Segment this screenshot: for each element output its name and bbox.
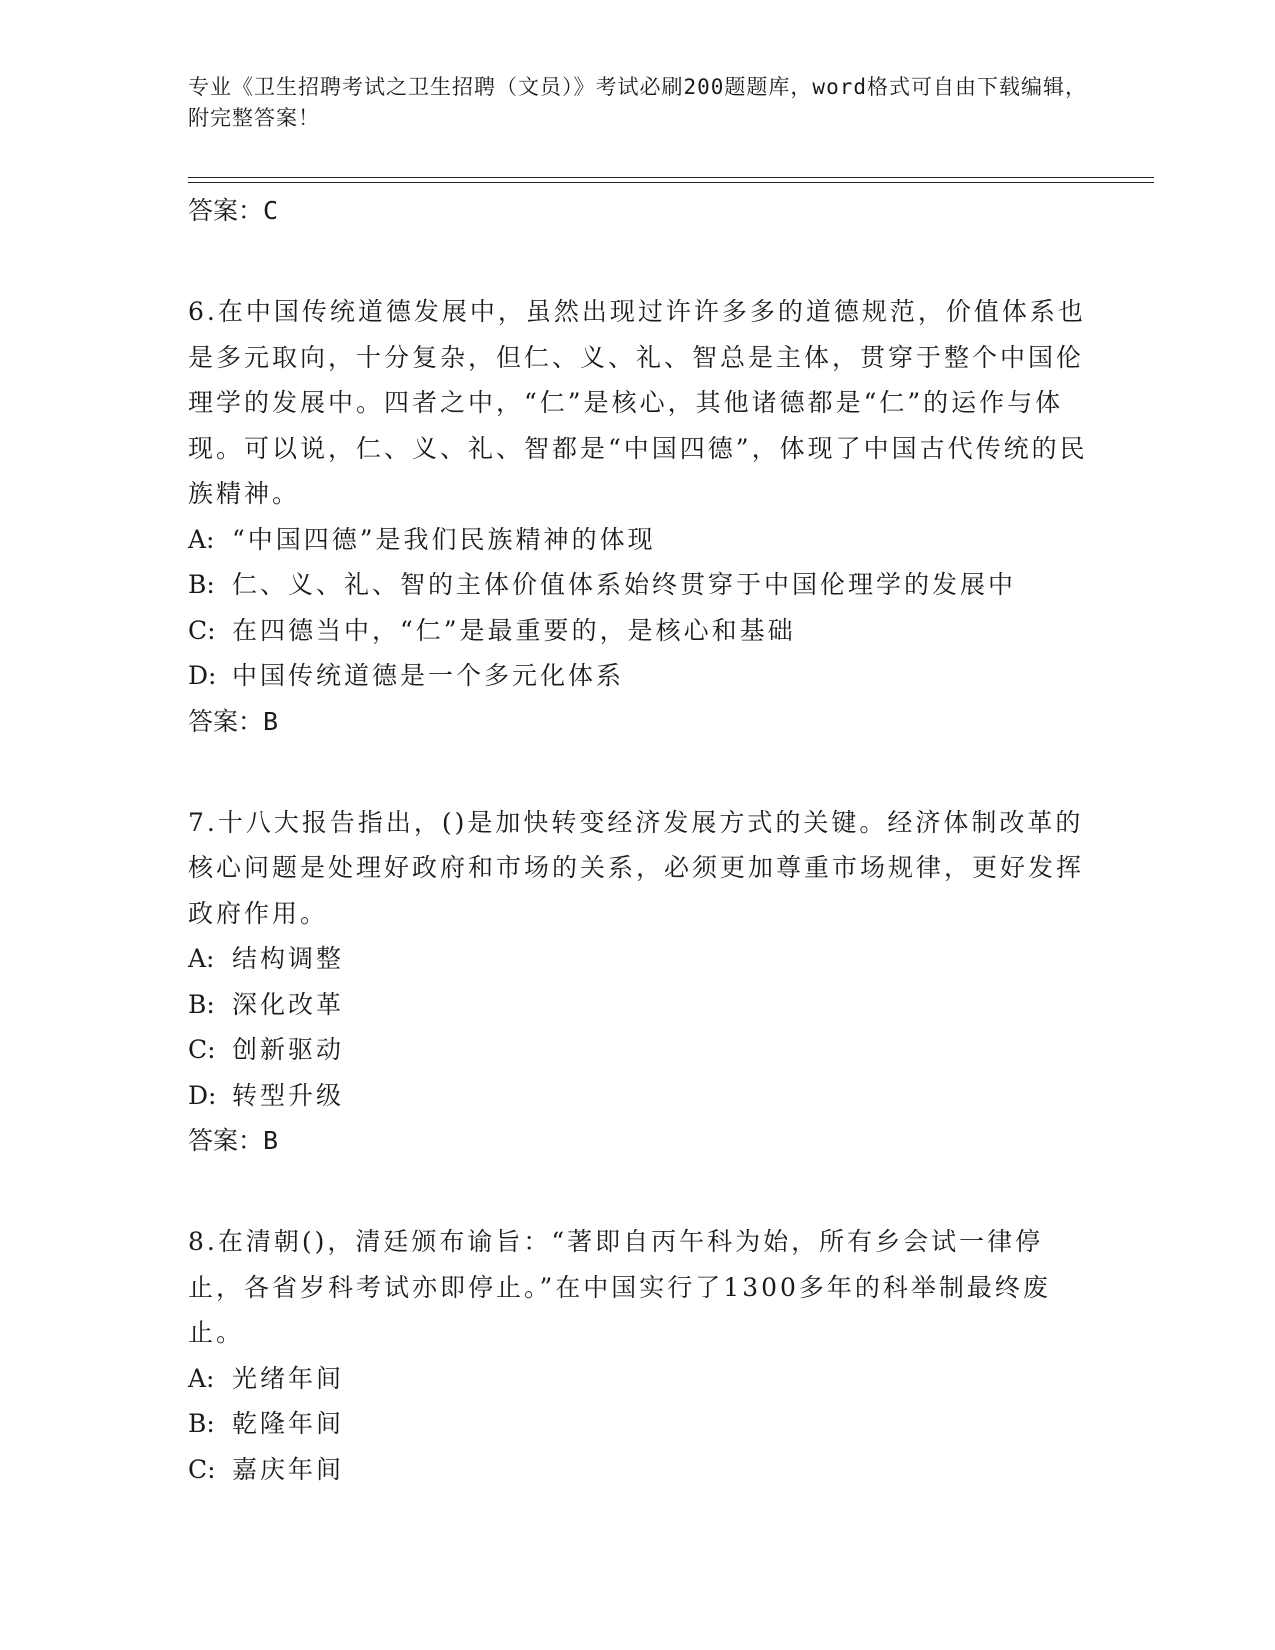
- option-key: B:: [188, 570, 215, 599]
- option-d: [188, 653, 1088, 699]
- option-key: D:: [188, 661, 217, 690]
- option-key: C:: [188, 1454, 216, 1484]
- option-b: [188, 982, 1088, 1028]
- question-block-7: [188, 800, 1088, 1165]
- document-content: [188, 188, 1088, 1492]
- option-key: A:: [188, 524, 215, 554]
- option-d: [188, 1073, 1088, 1119]
- option-text: 创新驱动: [232, 1035, 345, 1064]
- answer-line: [188, 699, 1088, 745]
- question-text: 6.在中国传统道德发展中，虽然出现过许许多多的道德规范，价值体系也是多元取向，十分复杂，但仁、义、礼、智总是主体，贯穿于整个中国伦理学的发展中。四者之中，“仁”是核心，其他诸德都是“仁”的运作与体现。可以说，仁、义、礼、智都是“中国四德”，体现了中国古代传统的民族精神。: [188, 297, 1088, 508]
- answer-line: [188, 1118, 1088, 1164]
- option-c: [188, 608, 1088, 654]
- answer-value: C: [263, 196, 279, 225]
- option-key: A:: [188, 1363, 215, 1393]
- question-text: 7.十八大报告指出，()是加快转变经济发展方式的关键。经济体制改革的核心问题是处理好政府和市场的关系，必须更加尊重市场规律，更好发挥政府作用。: [188, 807, 1085, 928]
- option-text: 在四德当中，“仁”是最重要的，是核心和基础: [232, 615, 796, 645]
- option-c: [188, 1447, 1088, 1493]
- option-b: [188, 562, 1088, 608]
- answer-label: 答案：: [188, 196, 264, 225]
- option-text: 结构调整: [232, 944, 345, 973]
- option-key: A:: [188, 944, 215, 973]
- option-key: D:: [188, 1080, 217, 1110]
- option-text: 光绪年间: [232, 1363, 345, 1393]
- option-a: [188, 517, 1088, 563]
- option-a: [188, 1356, 1088, 1402]
- option-key: C:: [188, 615, 216, 645]
- answer-label: 答案：: [188, 706, 264, 736]
- answer-value: B: [263, 1126, 279, 1155]
- header-divider: [188, 177, 1154, 178]
- option-text: 转型升级: [232, 1080, 345, 1110]
- option-key: B:: [188, 1409, 215, 1438]
- option-c: [188, 1027, 1088, 1073]
- option-key: B:: [188, 989, 215, 1019]
- option-key: C:: [188, 1035, 216, 1064]
- option-text: “中国四德”是我们民族精神的体现: [232, 524, 656, 554]
- option-a: [188, 936, 1088, 982]
- answer-label: 答案：: [188, 1126, 264, 1155]
- option-text: 嘉庆年间: [232, 1454, 345, 1484]
- page-header: 专业《卫生招聘考试之卫生招聘（文员）》考试必刷200题题库，word格式可自由下载编辑，附完整答案！: [188, 75, 1087, 130]
- option-text: 乾隆年间: [232, 1409, 345, 1438]
- option-text: 仁、义、礼、智的主体价值体系始终贯穿于中国伦理学的发展中: [232, 570, 1017, 599]
- option-text: 中国传统道德是一个多元化体系: [232, 661, 625, 690]
- question-block-6: [188, 289, 1088, 745]
- header-divider-secondary: [188, 182, 1154, 183]
- option-b: [188, 1401, 1088, 1447]
- option-text: 深化改革: [232, 989, 345, 1019]
- answer-value: B: [263, 706, 279, 736]
- question-block-8: [188, 1219, 1088, 1492]
- question-text: 8.在清朝()，清廷颁布谕旨：“著即自丙午科为始，所有乡会试一律停止，各省岁科考试亦即停止。”在中国实行了1300多年的科举制最终废止。: [188, 1227, 1051, 1347]
- answer-line: [188, 188, 1088, 234]
